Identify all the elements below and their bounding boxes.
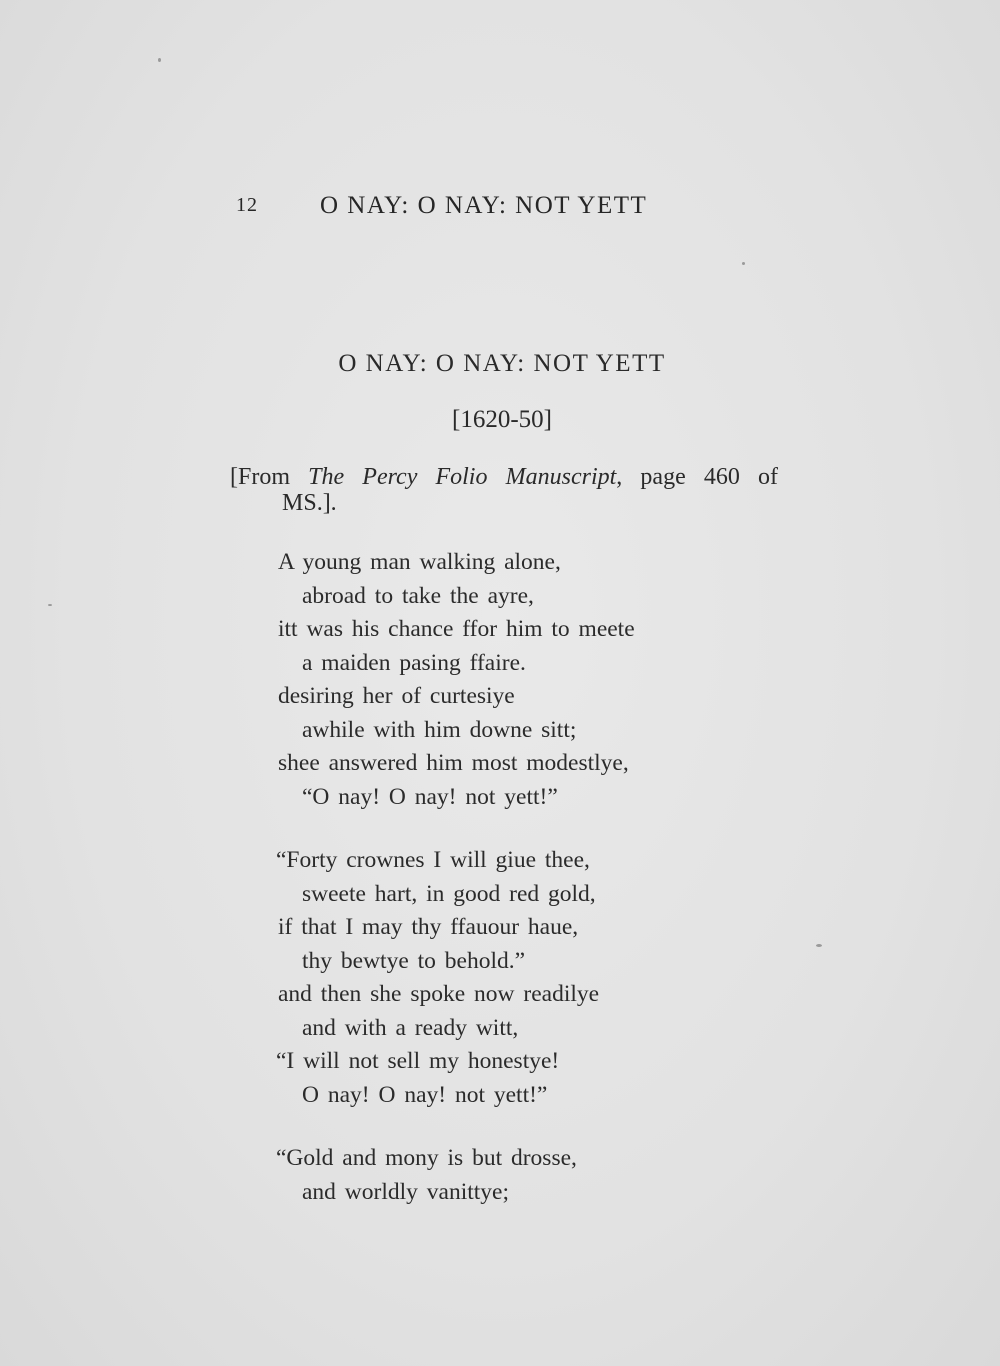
verse-line: and worldly vanittye; xyxy=(302,1178,510,1205)
verse-line: thy bewtye to behold.” xyxy=(302,947,526,974)
running-head xyxy=(236,192,696,224)
verse-line: awhile with him downe sitt; xyxy=(302,716,577,743)
paper-speck xyxy=(48,604,52,606)
stanza xyxy=(278,546,758,814)
poem-body xyxy=(278,546,758,1239)
verse-line: shee answered him most modestlye, xyxy=(278,750,629,776)
running-title: O NAY: O NAY: NOT YETT xyxy=(320,192,648,219)
verse-line: itt was his chance ffor him to meete xyxy=(278,616,635,642)
verse-line: “I will not sell my honestye! xyxy=(276,1048,560,1074)
paper-speck xyxy=(742,262,745,265)
verse-line: “Gold and mony is but drosse, xyxy=(276,1145,577,1171)
verse-line: O nay! O nay! not yett!” xyxy=(302,1081,548,1108)
source-note xyxy=(230,464,778,516)
source-note-prefix: [From xyxy=(230,464,309,490)
source-note-middle: , page 460 of xyxy=(616,464,778,490)
stanza xyxy=(278,844,758,1112)
source-note-continuation: MS.]. xyxy=(282,490,337,516)
source-title: The Percy Folio Manuscript xyxy=(308,464,617,490)
verse-line: abroad to take the ayre, xyxy=(302,582,534,609)
verse-line: a maiden pasing ffaire. xyxy=(302,649,526,676)
poem-date: [1620-50] xyxy=(452,406,552,433)
stanza xyxy=(278,1142,758,1209)
verse-line: sweete hart, in good red gold, xyxy=(302,880,596,907)
verse-line: “Forty crownes I will giue thee, xyxy=(276,847,590,873)
page-number: 12 xyxy=(236,194,258,216)
verse-line: and with a ready witt, xyxy=(302,1014,519,1041)
source-note-line xyxy=(230,464,778,490)
verse-line: “O nay! O nay! not yett!” xyxy=(302,783,558,810)
verse-line: A young man walking alone, xyxy=(278,549,561,575)
poem-title: O NAY: O NAY: NOT YETT xyxy=(338,350,666,377)
verse-line: if that I may thy ffauour haue, xyxy=(278,914,579,940)
verse-line: desiring her of curtesiye xyxy=(278,683,515,709)
verse-line: and then she spoke now readilye xyxy=(278,981,600,1007)
paper-speck xyxy=(158,58,161,62)
paper-speck xyxy=(816,944,822,947)
